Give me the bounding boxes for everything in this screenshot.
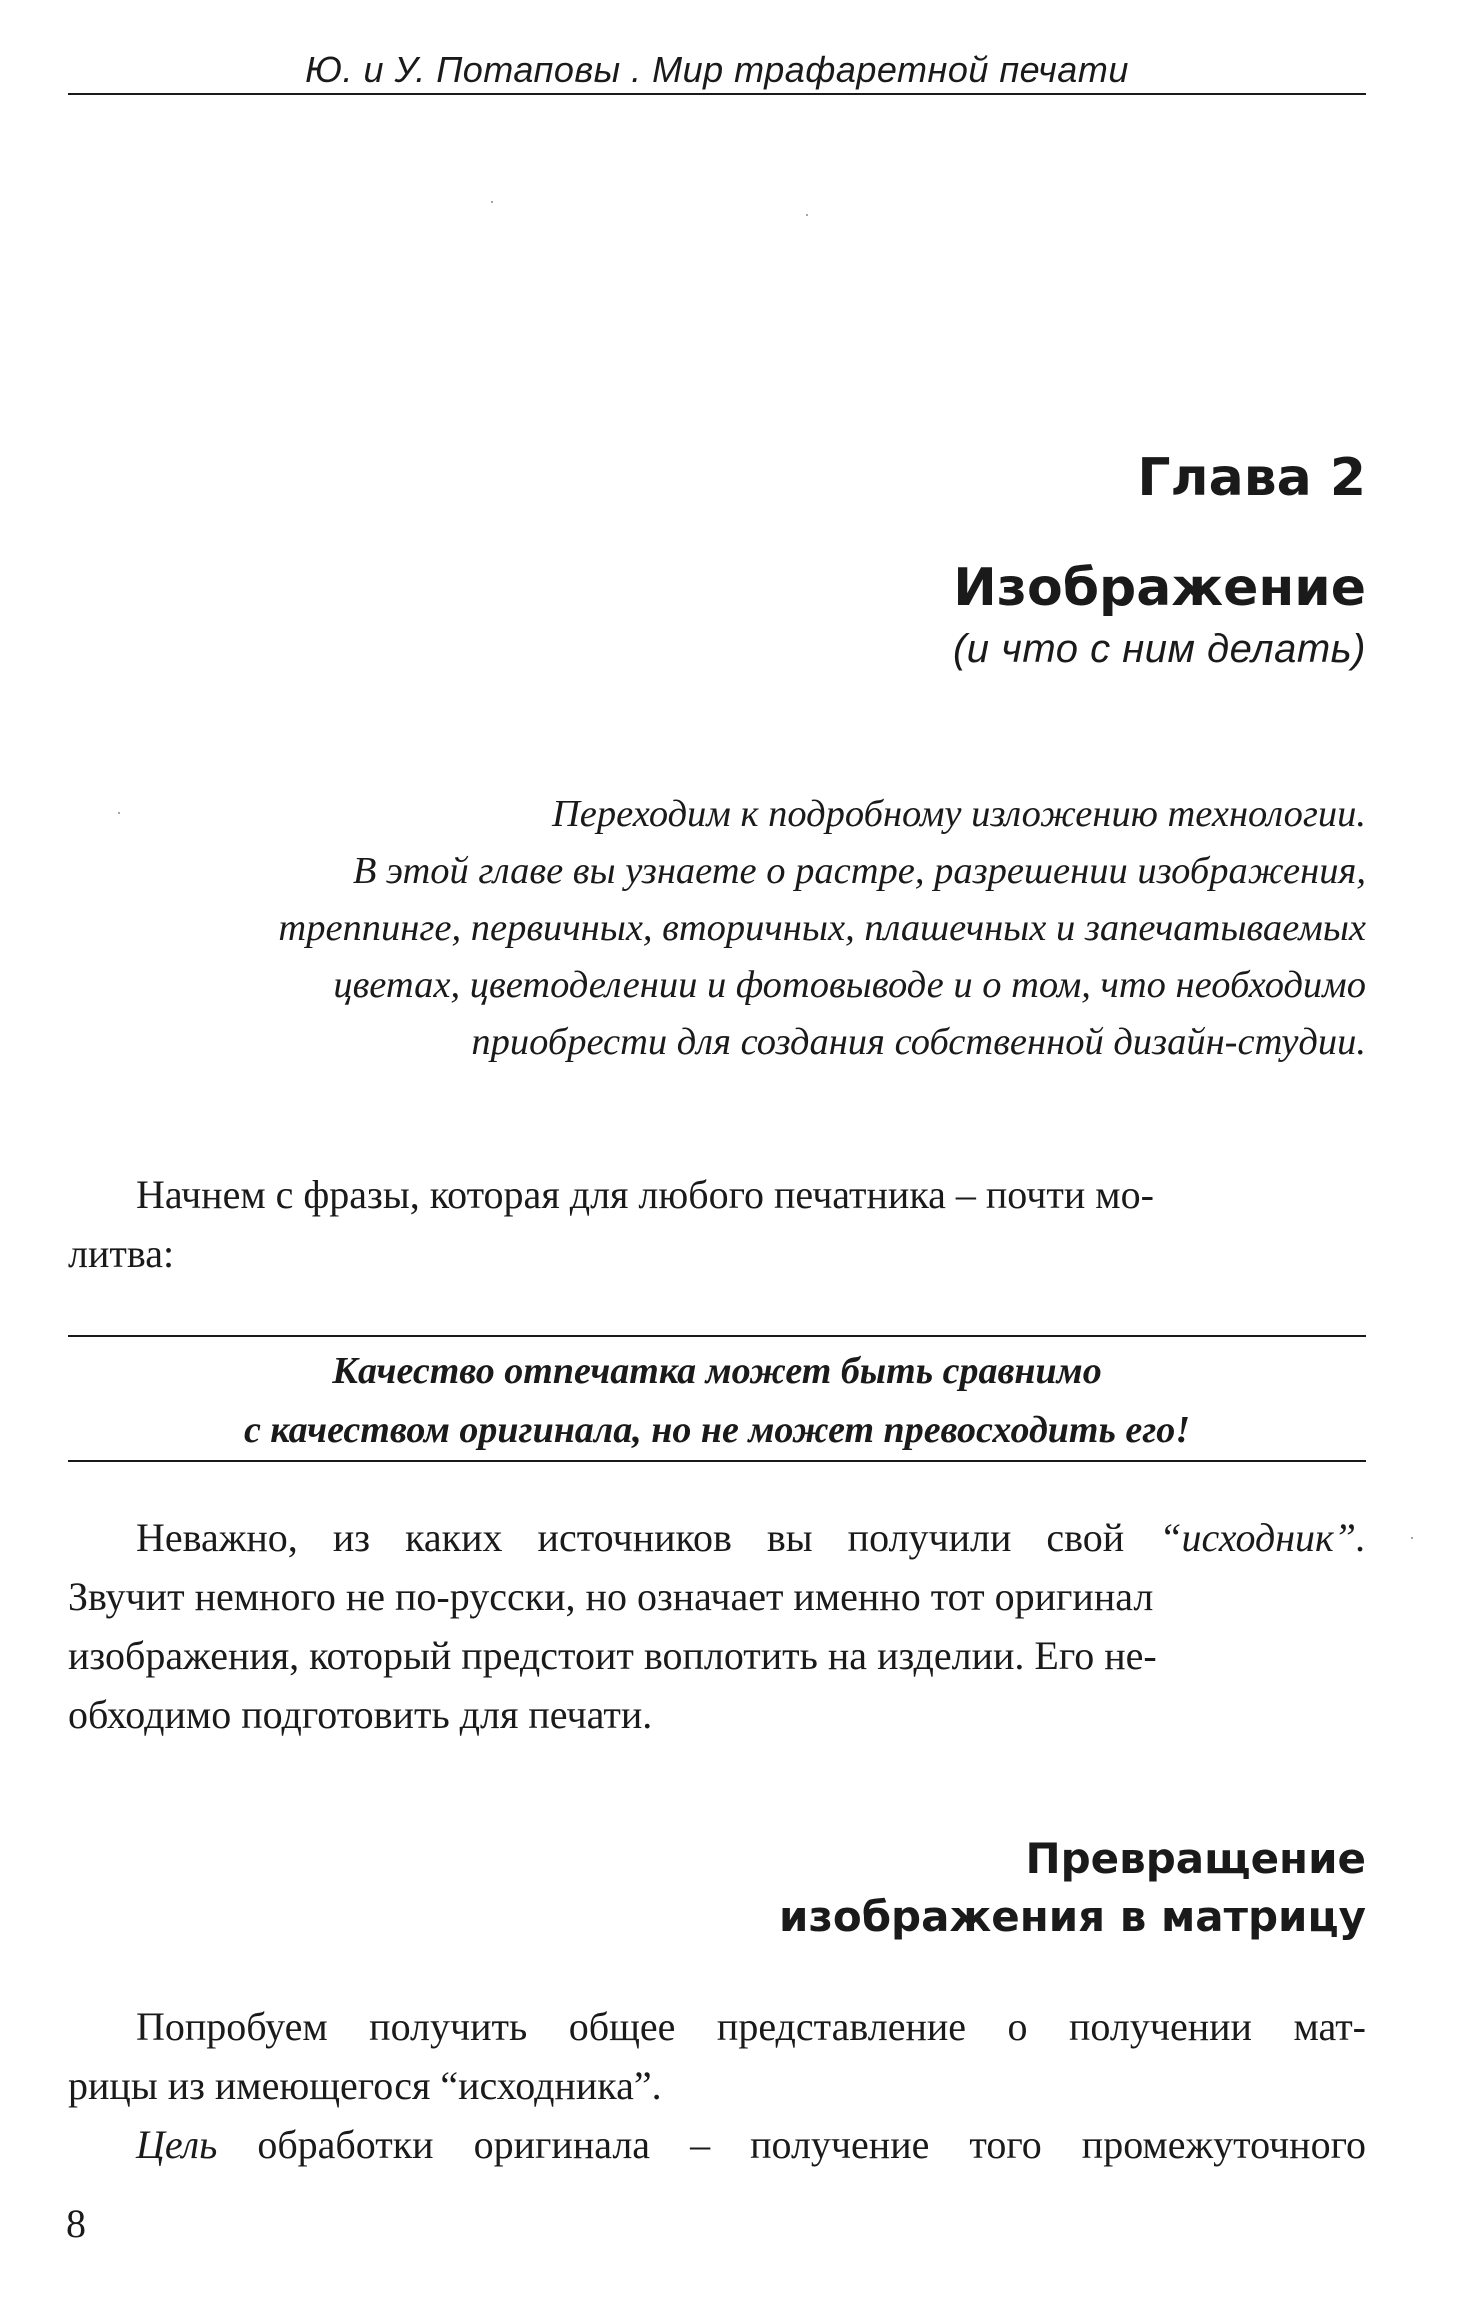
running-header: Ю. и У. Потаповы . Мир трафаретной печати <box>305 49 1129 90</box>
quote-rule-bottom <box>68 1460 1366 1462</box>
italic-term: “исходник”. <box>1159 1515 1366 1560</box>
page-number: 8 <box>66 2201 86 2246</box>
paragraph-line <box>68 1508 1366 1567</box>
quote-line: Качество отпечатка может быть сравнимо <box>332 1350 1102 1392</box>
chapter-epigraph <box>66 786 1366 1071</box>
paragraph-text: обработки оригинала – получение того промежуточного <box>217 2122 1366 2167</box>
paragraph-line <box>68 2115 1366 2174</box>
epigraph-line: Переходим к подробному изложению технологии. <box>551 793 1366 835</box>
speck <box>806 214 808 216</box>
paragraph-intro <box>68 1165 1366 1283</box>
paragraph-line: литва: <box>68 1231 175 1276</box>
paragraph-text: Неважно, из каких источников вы получили свой <box>136 1515 1125 1560</box>
paragraph-line: Попробуем получить общее представление о получении мат- <box>136 2004 1366 2049</box>
section-heading <box>779 1830 1366 1946</box>
speck <box>491 201 493 203</box>
paragraph-line: изображения, который предстоит воплотить на изделии. Его не- <box>68 1633 1157 1678</box>
paragraph-source <box>68 1508 1366 1744</box>
paragraph-goal <box>68 2115 1366 2174</box>
paragraph-line: Звучит немного не по-русски, но означает именно тот оригинал <box>68 1574 1154 1619</box>
quote-line: с качеством оригинала, но не может превосходить его! <box>243 1409 1191 1451</box>
chapter-title: Изображение <box>953 558 1366 618</box>
paragraph-overview <box>68 1997 1366 2115</box>
italic-term: Цель <box>136 2122 218 2167</box>
chapter-subtitle: (и что с ним делать) <box>952 627 1366 671</box>
chapter-label: Глава 2 <box>1137 448 1366 508</box>
header-rule <box>68 93 1366 95</box>
section-heading-line: Превращение <box>1025 1834 1366 1883</box>
epigraph-line: В этой главе вы узнаете о растре, разрешении изображения, <box>352 850 1366 892</box>
epigraph-line: приобрести для создания собственной дизайн-студии. <box>471 1021 1366 1063</box>
section-heading-line: изображения в матрицу <box>779 1892 1366 1941</box>
paragraph-line: рицы из имеющегося “исходника”. <box>68 2063 662 2108</box>
speck <box>1411 1537 1413 1539</box>
highlighted-quote <box>68 1342 1366 1460</box>
paragraph-line: Начнем с фразы, которая для любого печатника – почти мо- <box>136 1172 1154 1217</box>
paragraph-line: обходимо подготовить для печати. <box>68 1692 653 1737</box>
epigraph-line: треппинге, первичных, вторичных, плашечных и запечатываемых <box>278 907 1366 949</box>
epigraph-line: цветах, цветоделении и фотовыводе и о том, что необходимо <box>333 964 1366 1006</box>
quote-rule-top <box>68 1335 1366 1337</box>
